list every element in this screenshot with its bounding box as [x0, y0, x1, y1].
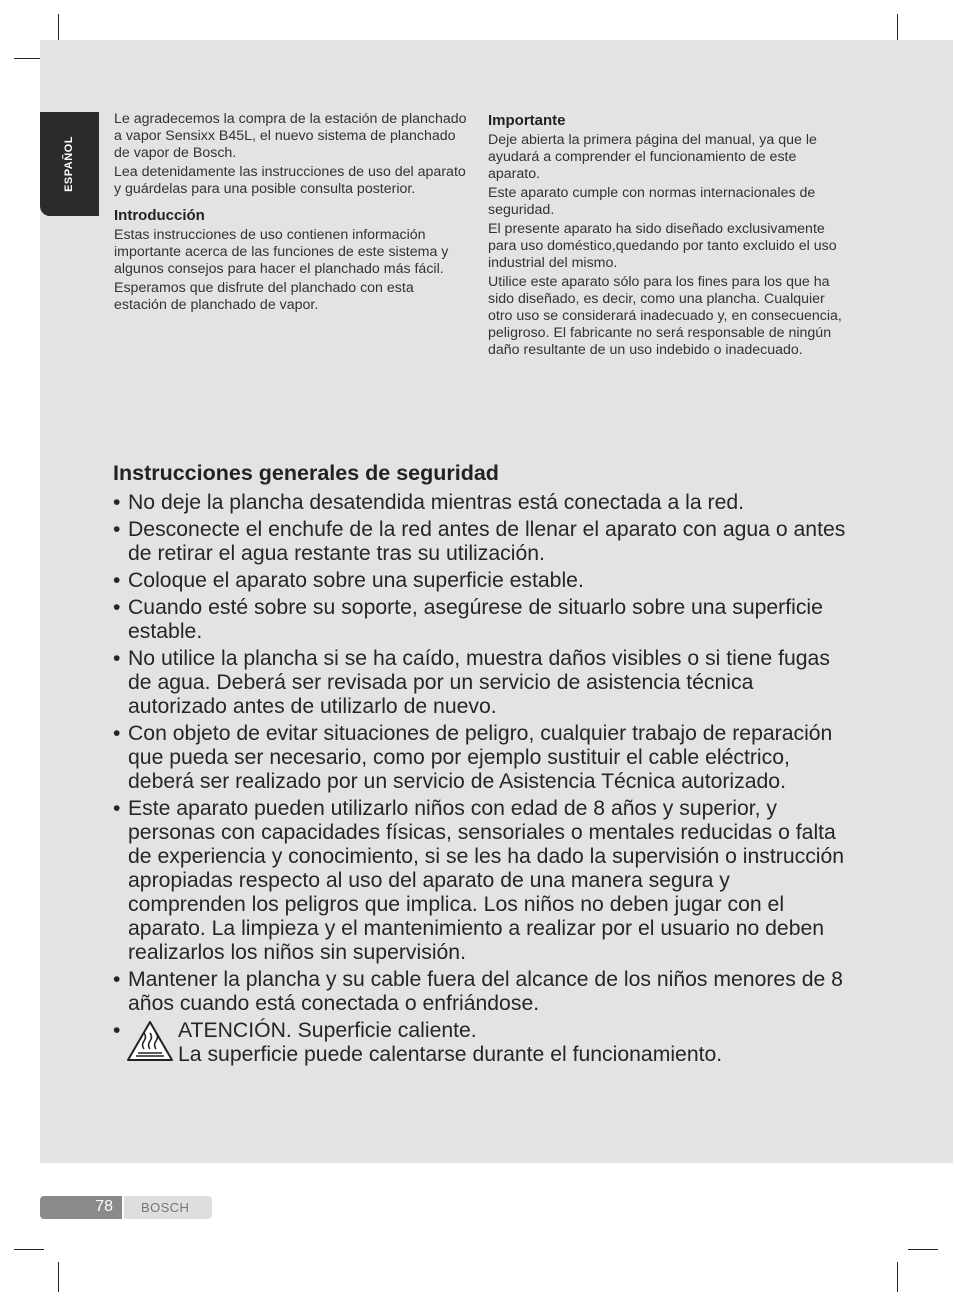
- important-paragraph: Deje abierta la primera página del manual, ya que le ayudará a comprender el funcionamiento de este aparato.: [488, 132, 817, 182]
- safety-heading: Instrucciones generales de seguridad: [113, 461, 499, 485]
- right-column: [488, 111, 844, 361]
- safety-item-text: Coloque el aparato sobre una superficie estable.: [128, 569, 584, 592]
- introduction-paragraph: Esperamos que disfrute del planchado con esta estación de planchado de vapor.: [114, 280, 414, 313]
- safety-item-text: Mantener la plancha y su cable fuera del alcance de los niños menores de 8 años cuando está conectada o enfriándose.: [128, 968, 843, 1015]
- important-paragraph: El presente aparato ha sido diseñado exclusivamente para uso doméstico,quedando por tanto excluido el uso industrial del mismo.: [488, 221, 837, 271]
- bullet: •: [113, 1019, 121, 1042]
- introduction-paragraph: Estas instrucciones de uso contienen información importante acerca de las funciones de este sistema y algunos consejos para hacer el planchado más fácil.: [114, 227, 449, 277]
- safety-list-item: [113, 797, 853, 965]
- language-tab: [40, 112, 99, 216]
- warning-list-item: [113, 1019, 853, 1067]
- bullet: •: [113, 797, 121, 820]
- bullet: •: [113, 968, 121, 991]
- bullet: •: [113, 518, 121, 541]
- safety-item-text: Este aparato pueden utilizarlo niños con edad de 8 años y superior, y personas con capacidades físicas, sensoriales o mentales reducidas o falta de experiencia y conocimiento, si se les ha dado la supervisión o instrucción apropiadas respecto al uso del aparato de una manera segura y comprenden los peligros que implica. Los niños no deben jugar con el aparato. La limpieza y el mantenimiento a realizar por el usuario no deben realizarlos los niños sin supervisión.: [128, 797, 845, 964]
- safety-list-item: [113, 491, 853, 515]
- important-paragraph: Utilice este aparato sólo para los fines para los que ha sido diseñado, es decir, como una plancha. Cualquier otro uso se considerará inadecuado y, en consecuencia, peligroso. El fabricante no será responsable de ningún daño resultante de un uso indebido o inadecuado.: [488, 274, 842, 358]
- intro-paragraph: Le agradecemos la compra de la estación de planchado a vapor Sensixx B45L, el nuevo sistema de planchado de vapor de Bosch.: [114, 111, 467, 161]
- safety-list-item: [113, 647, 853, 719]
- bullet: •: [113, 491, 121, 514]
- safety-list-item: [113, 596, 853, 644]
- bullet: •: [113, 722, 121, 745]
- safety-list: [113, 491, 853, 1067]
- intro-paragraph: Lea detenidamente las instrucciones de uso del aparato y guárdelas para una posible consulta posterior.: [114, 164, 466, 197]
- hot-surface-warning-icon: [126, 1020, 174, 1062]
- safety-list-item: [113, 518, 853, 566]
- warning-title: ATENCIÓN. Superficie caliente.: [178, 1019, 477, 1042]
- important-heading: Importante: [488, 112, 566, 129]
- safety-item-text: No deje la plancha desatendida mientras está conectada a la red.: [128, 491, 745, 514]
- safety-item-text: Cuando esté sobre su soporte, asegúrese de situarlo sobre una superficie estable.: [128, 596, 823, 643]
- page-number-tab: [40, 1196, 122, 1219]
- left-column: [114, 111, 470, 316]
- crop-mark: [58, 1262, 59, 1292]
- safety-item-text: Desconecte el enchufe de la red antes de llenar el aparato con agua o antes de retirar el agua restante tras su utilización.: [128, 518, 846, 565]
- safety-list-item: [113, 722, 853, 794]
- safety-item-text: Con objeto de evitar situaciones de peligro, cualquier trabajo de reparación que pueda ser necesario, como por ejemplo sustituir el cable eléctrico, deberá ser realizado por un servicio de Asistencia Técnica autorizado.: [128, 722, 833, 793]
- warning-text: La superficie puede calentarse durante el funcionamiento.: [178, 1043, 723, 1066]
- crop-mark: [897, 1262, 898, 1292]
- language-tab-label: ESPAÑOL: [63, 136, 75, 192]
- safety-list-item: [113, 569, 853, 593]
- page-number: 78: [95, 1198, 113, 1215]
- brand-label: BOSCH: [141, 1200, 190, 1215]
- crop-mark: [14, 1249, 44, 1250]
- introduction-heading: Introducción: [114, 207, 205, 224]
- safety-item-text: No utilice la plancha si se ha caído, muestra daños visibles o si tiene fugas de agua. Deberá ser revisada por un servicio de asistencia técnica autorizado antes de utilizarlo de nuevo.: [128, 647, 830, 718]
- safety-section: [113, 459, 853, 1070]
- crop-mark: [908, 1249, 938, 1250]
- brand-tab: [124, 1196, 212, 1219]
- bullet: •: [113, 596, 121, 619]
- bullet: •: [113, 569, 121, 592]
- important-paragraph: Este aparato cumple con normas internacionales de seguridad.: [488, 185, 816, 218]
- safety-list-item: [113, 968, 853, 1016]
- bullet: •: [113, 647, 121, 670]
